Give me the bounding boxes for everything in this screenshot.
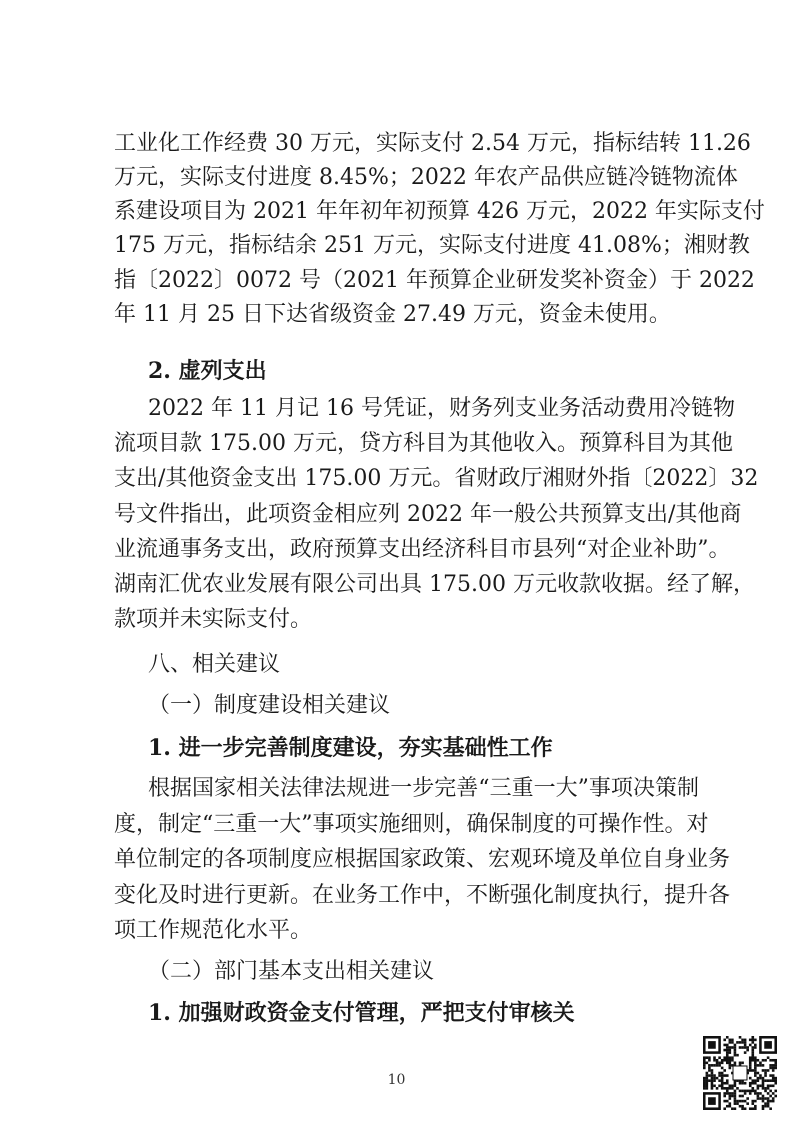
text-line: 流项目款 175.00 万元，贷方科目为其他收入。预算科目为其他 — [114, 431, 733, 456]
section-heading: 1. 加强财政资金支付管理，严把支付审核关 — [148, 1000, 575, 1026]
text-line: 度，制定“三重一大”事项实施细则，确保制度的可操作性。对 — [114, 812, 709, 837]
text-line: 工业化工作经费 30 万元，实际支付 2.54 万元，指标结转 11.26 — [114, 131, 751, 156]
text-line: 万元，实际支付进度 8.45%；2022 年农产品供应链冷链物流体 — [114, 165, 738, 190]
text-line: 业流通事务支出，政府预算支出经济科目市县列“对企业补助”。 — [114, 537, 731, 562]
text-line: 根据国家相关法律法规进一步完善“三重一大”事项决策制 — [148, 776, 699, 801]
text-line: 单位制定的各项制度应根据国家政策、宏观环境及单位自身业务 — [114, 847, 731, 872]
chapter-heading: 八、相关建议 — [148, 652, 281, 677]
text-line: 系建设项目为 2021 年年初年初预算 426 万元，2022 年实际支付 — [114, 199, 765, 224]
subsection-heading: （一）制度建设相关建议 — [148, 693, 391, 718]
text-line: 号文件指出，此项资金相应列 2022 年一般公共预算支出/其他商 — [114, 502, 742, 527]
text-line: 年 11 月 25 日下达省级资金 27.49 万元，资金未使用。 — [114, 302, 671, 327]
subsection-heading: （二）部门基本支出相关建议 — [148, 959, 435, 984]
text-line: 指〔2022〕0072 号（2021 年预算企业研发奖补资金）于 2022 — [114, 268, 755, 293]
section-heading: 2. 虚列支出 — [148, 358, 267, 384]
text-line: 款项并未实际支付。 — [114, 607, 313, 632]
text-line: 2022 年 11 月记 16 号凭证，财务列支业务活动费用冷链物 — [148, 396, 735, 421]
text-line: 湖南汇优农业发展有限公司出具 175.00 万元收款收据。经了解， — [114, 572, 755, 597]
text-line: 175 万元，指标结余 251 万元，实际支付进度 41.08%；湘财教 — [114, 233, 750, 258]
text-line: 变化及时进行更新。在业务工作中，不断强化制度执行，提升各 — [114, 883, 731, 908]
text-line: 项工作规范化水平。 — [114, 918, 313, 943]
text-line: 支出/其他资金支出 175.00 万元。省财政厅湘财外指〔2022〕32 — [114, 466, 759, 491]
section-heading: 1. 进一步完善制度建设，夯实基础性工作 — [148, 735, 553, 761]
page-number: 10 — [387, 1072, 406, 1088]
